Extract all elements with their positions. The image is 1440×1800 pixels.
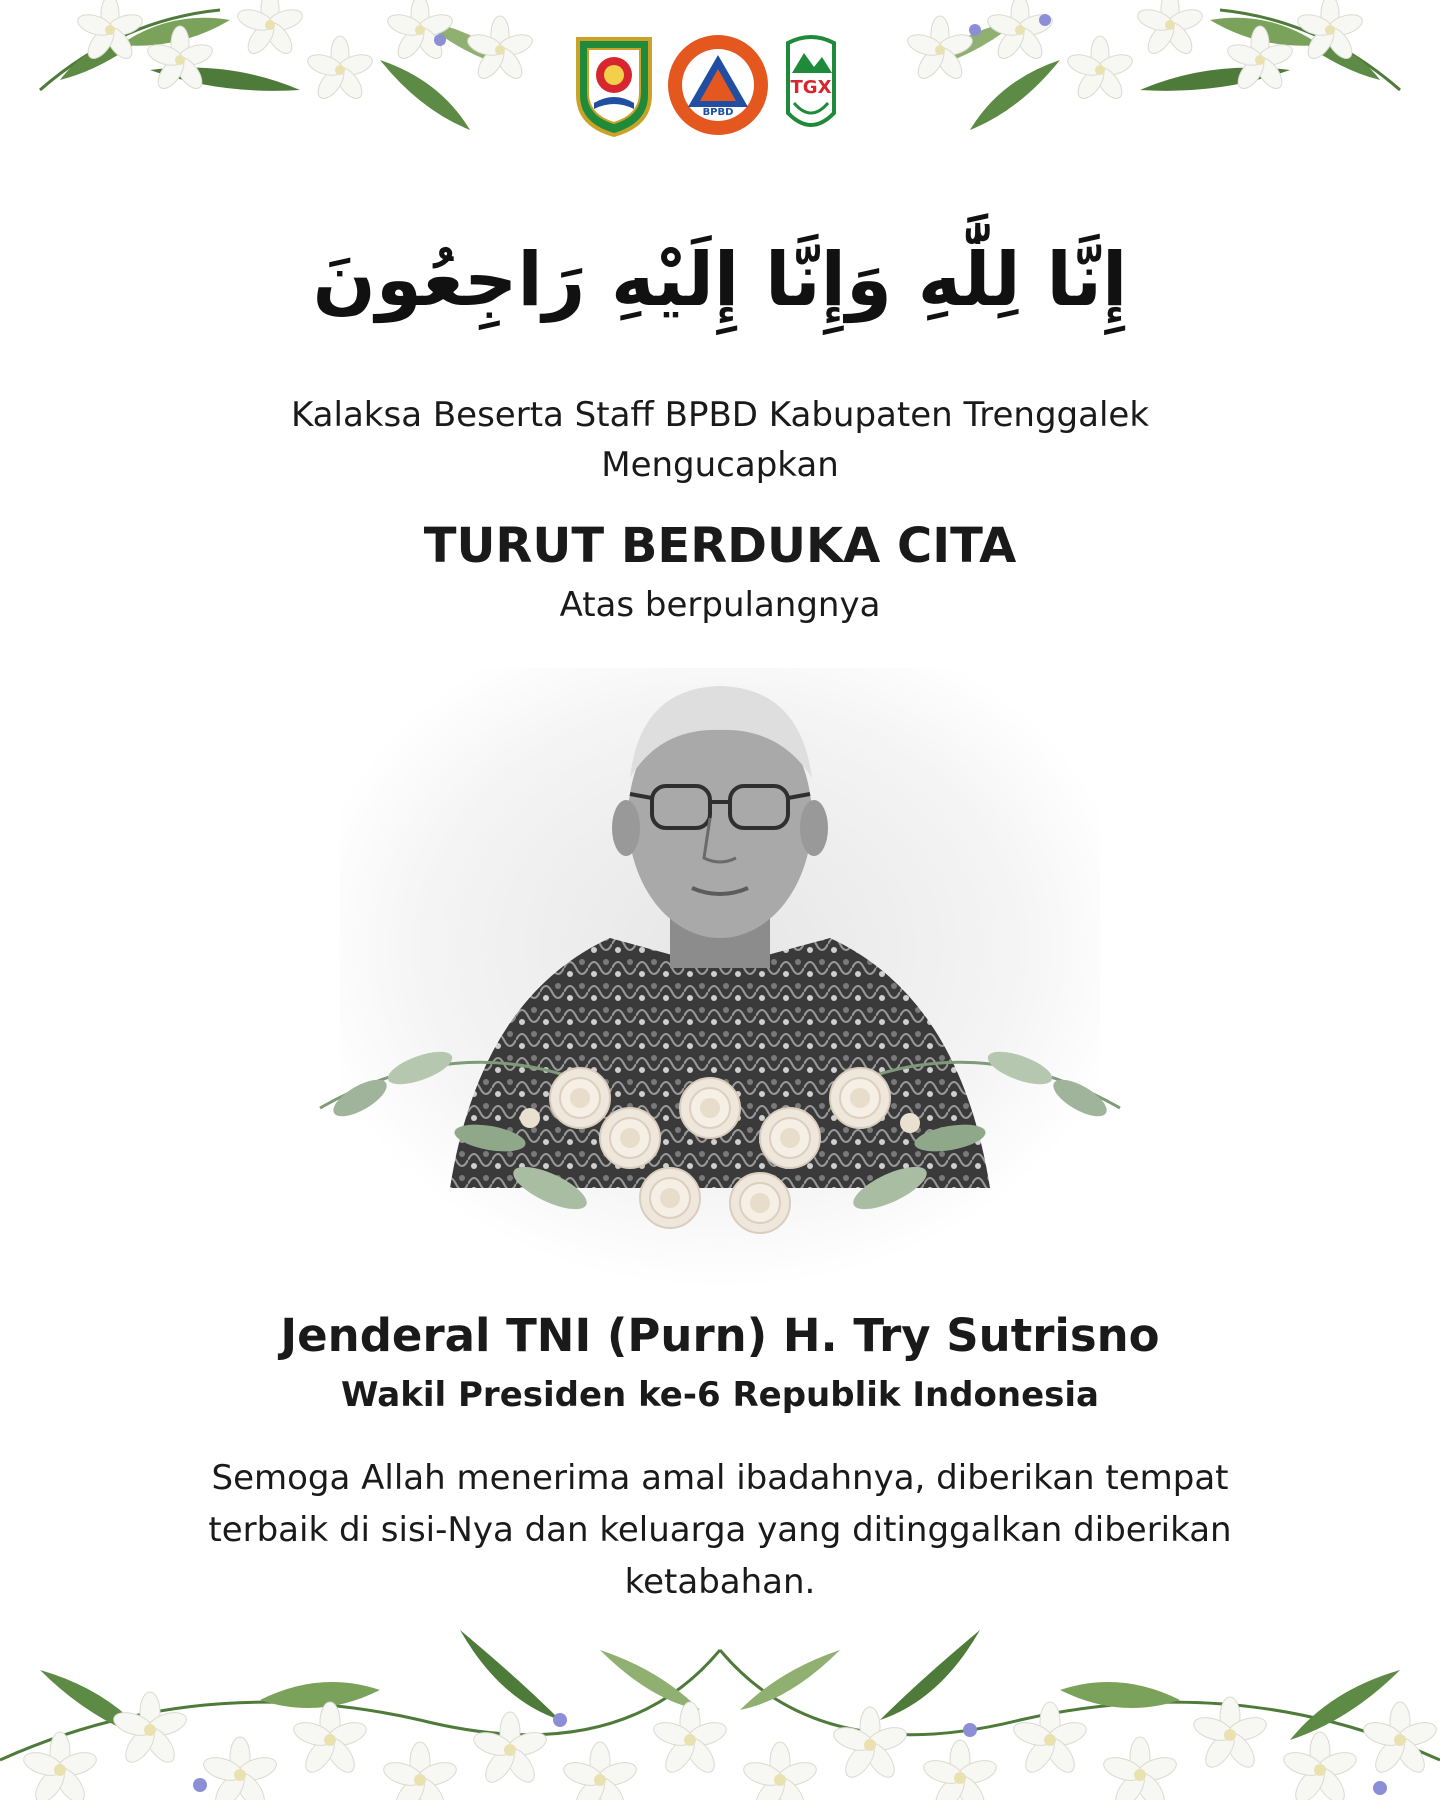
tgx-logo-icon [780, 33, 842, 137]
trenggalek-regency-crest-icon [572, 33, 656, 137]
prayer-line-2: terbaik di sisi-Nya dan keluarga yang ditinggalkan diberikan [208, 1510, 1232, 1550]
message-line-2: Mengucapkan [601, 445, 839, 485]
bpbd-emblem-icon [666, 33, 770, 137]
message-line-1: Kalaksa Beserta Staff BPBD Kabupaten Trenggalek [290, 395, 1150, 435]
page-title: TURUT BERDUKA CITA [423, 518, 1017, 574]
istirja-text: إِنَّا لِلَّٰهِ وَإِنَّا إِلَيْهِ رَاجِعُونَ [312, 237, 1128, 323]
message-line-3: Atas berpulangnya [559, 585, 881, 625]
portrait-photo [300, 668, 1140, 1288]
white-lily-flowers-bottom [21, 1692, 1439, 1800]
prayer-line-1: Semoga Allah menerima amal ibadahnya, diberikan tempat [211, 1458, 1229, 1498]
bpbd-label: BPBD [702, 107, 734, 118]
person-title: Wakil Presiden ke-6 Republik Indonesia [341, 1375, 1099, 1415]
arabic-calligraphy [312, 185, 1128, 365]
tgx-label: TGX [790, 77, 832, 98]
logo-row [572, 30, 842, 140]
person-name: Jenderal TNI (Purn) H. Try Sutrisno [280, 1309, 1160, 1362]
bottom-floral-border [0, 1610, 1440, 1800]
prayer-line-3: ketabahan. [624, 1562, 816, 1602]
